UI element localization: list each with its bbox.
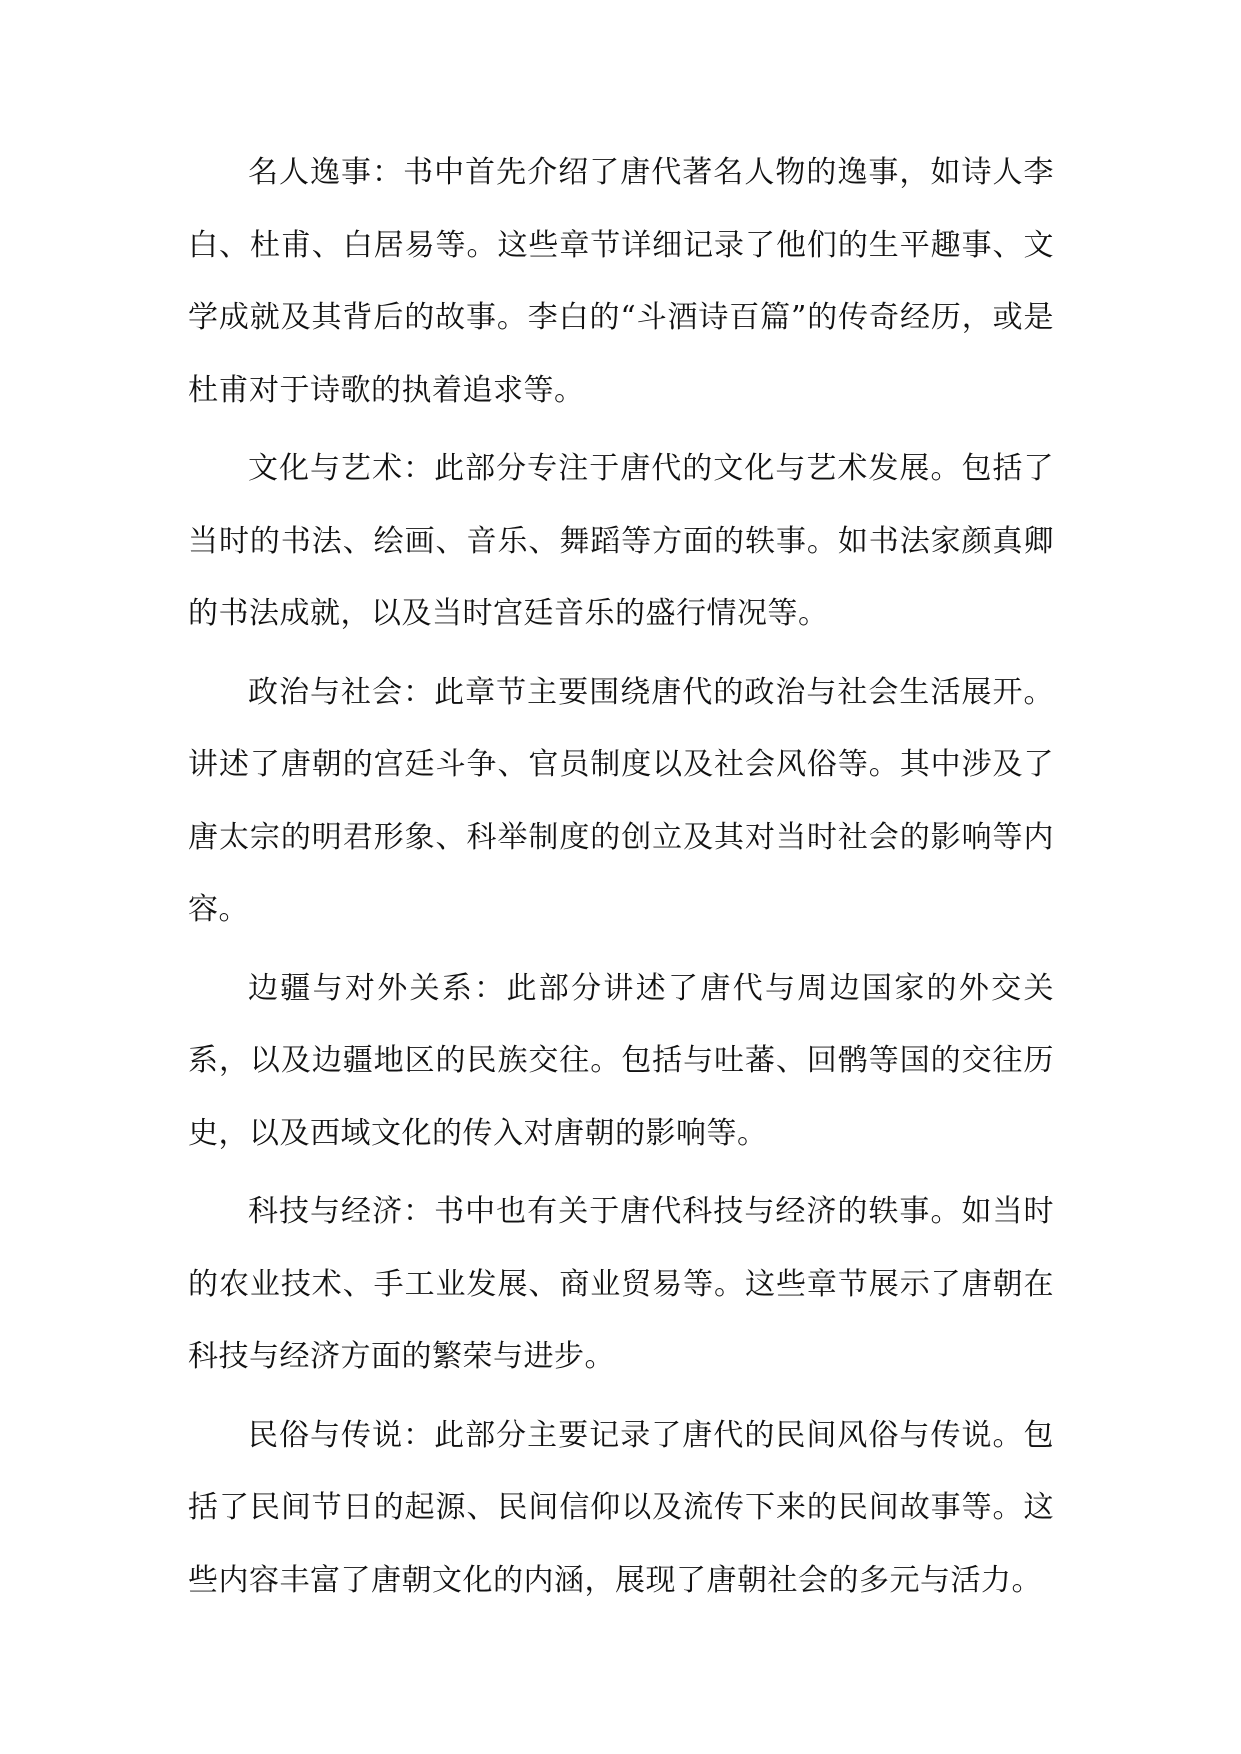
paragraph-folklore-and-legends: 民俗与传说：此部分主要记录了唐代的民间风俗与传说。包括了民间节日的起源、民间信仰以及流传下来的民间故事等。这些内容丰富了唐朝文化的内涵，展现了唐朝社会的多元与活力。 [188, 1417, 1054, 1598]
paragraph-politics-and-society: 政治与社会：此章节主要围绕唐代的政治与社会生活展开。讲述了唐朝的宫廷斗争、官员制度以及社会风俗等。其中涉及了唐太宗的明君形象、科举制度的创立及其对当时社会的影响等内容。 [188, 674, 1054, 927]
paragraph-frontier-and-foreign-relations: 边疆与对外关系：此部分讲述了唐代与周边国家的外交关系，以及边疆地区的民族交往。包括与吐蕃、回鹘等国的交往历史，以及西域文化的传入对唐朝的影响等。 [188, 970, 1054, 1151]
paragraph-celebrity-anecdotes: 名人逸事：书中首先介绍了唐代著名人物的逸事，如诗人李白、杜甫、白居易等。这些章节详细记录了他们的生平趣事、文学成就及其背后的故事。李白的“斗酒诗百篇”的传奇经历，或是杜甫对于诗歌的执着追求等。 [188, 155, 1054, 408]
document-body [188, 137, 1054, 1623]
paragraph-culture-and-art: 文化与艺术：此部分专注于唐代的文化与艺术发展。包括了当时的书法、绘画、音乐、舞蹈等方面的轶事。如书法家颜真卿的书法成就，以及当时宫廷音乐的盛行情况等。 [188, 451, 1054, 631]
paragraph-technology-and-economy: 科技与经济：书中也有关于唐代科技与经济的轶事。如当时的农业技术、手工业发展、商业贸易等。这些章节展示了唐朝在科技与经济方面的繁荣与进步。 [188, 1194, 1054, 1374]
